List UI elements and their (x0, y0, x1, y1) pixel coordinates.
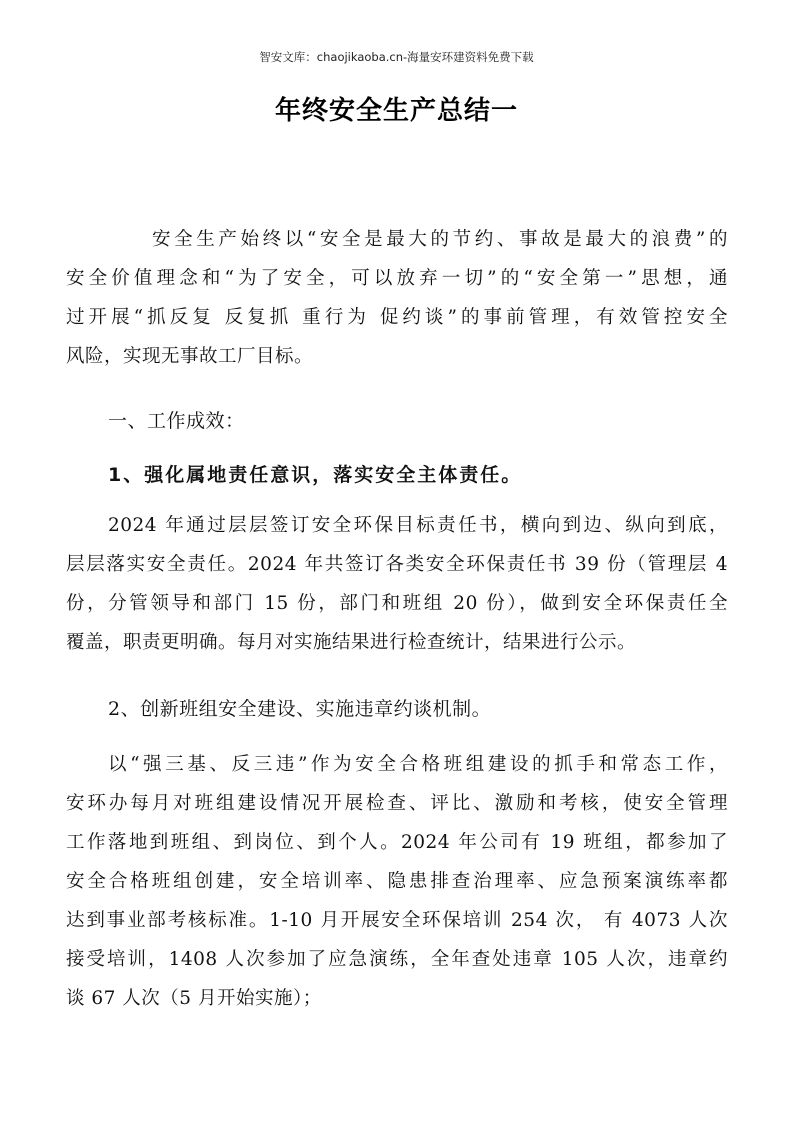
paragraph-line: 2024 年通过层层签订安全环保目标责任书，横向到边、纵向到底， (108, 515, 728, 536)
paragraph-line: 安全合格班组创建，安全培训率、隐患排查治理率、应急预案演练率都 (66, 871, 728, 892)
subsection-heading-1: 1、强化属地责任意识，落实安全主体责任。 (108, 464, 523, 486)
paragraph-line: 安全生产始终以“安全是最大的节约、事故是最大的浪费”的 (152, 229, 728, 250)
paragraph-line: 达到事业部考核标准。1-10 月开展安全环保培训 254 次， 有 4073 人次 (66, 910, 728, 931)
paragraph-line: 以“强三基、反三违”作为安全合格班组建设的抓手和常态工作， (108, 754, 728, 775)
subsection-heading-2: 2、创新班组安全建设、实施违章约谈机制。 (108, 698, 492, 720)
paragraph-line: 谈 67 人次（5 月开始实施）； (66, 988, 322, 1009)
section-heading-achievements: 一、工作成效： (108, 410, 245, 432)
paragraph-line: 工作落地到班组、到岗位、到个人。2024 年公司有 19 班组，都参加了 (66, 832, 728, 853)
paragraph-line: 过开展“抓反复 反复抓 重行为 促约谈”的事前管理，有效管控安全 (66, 307, 728, 328)
paragraph-line: 风险，实现无事故工厂目标。 (66, 346, 314, 367)
paragraph-line: 安环办每月对班组建设情况开展检查、评比、激励和考核，使安全管理 (66, 793, 728, 814)
paragraph-line: 层层落实安全责任。2024 年共签订各类安全环保责任书 39 份（管理层 4 (66, 554, 728, 575)
paragraph-line: 覆盖，职责更明确。每月对实施结果进行检查统计，结果进行公示。 (66, 632, 637, 653)
document-title: 年终安全生产总结一 (274, 96, 518, 126)
paragraph-line: 安全价值理念和“为了安全，可以放弃一切”的“安全第一”思想，通 (66, 268, 728, 289)
page-header-source: 智安文库：chaojikaoba.cn-海量安环建资料免费下载 (259, 50, 534, 64)
paragraph-line: 份，分管领导和部门 15 份，部门和班组 20 份），做到安全环保责任全 (66, 593, 728, 614)
paragraph-line: 接受培训，1408 人次参加了应急演练，全年查处违章 105 人次，违章约 (66, 949, 728, 970)
